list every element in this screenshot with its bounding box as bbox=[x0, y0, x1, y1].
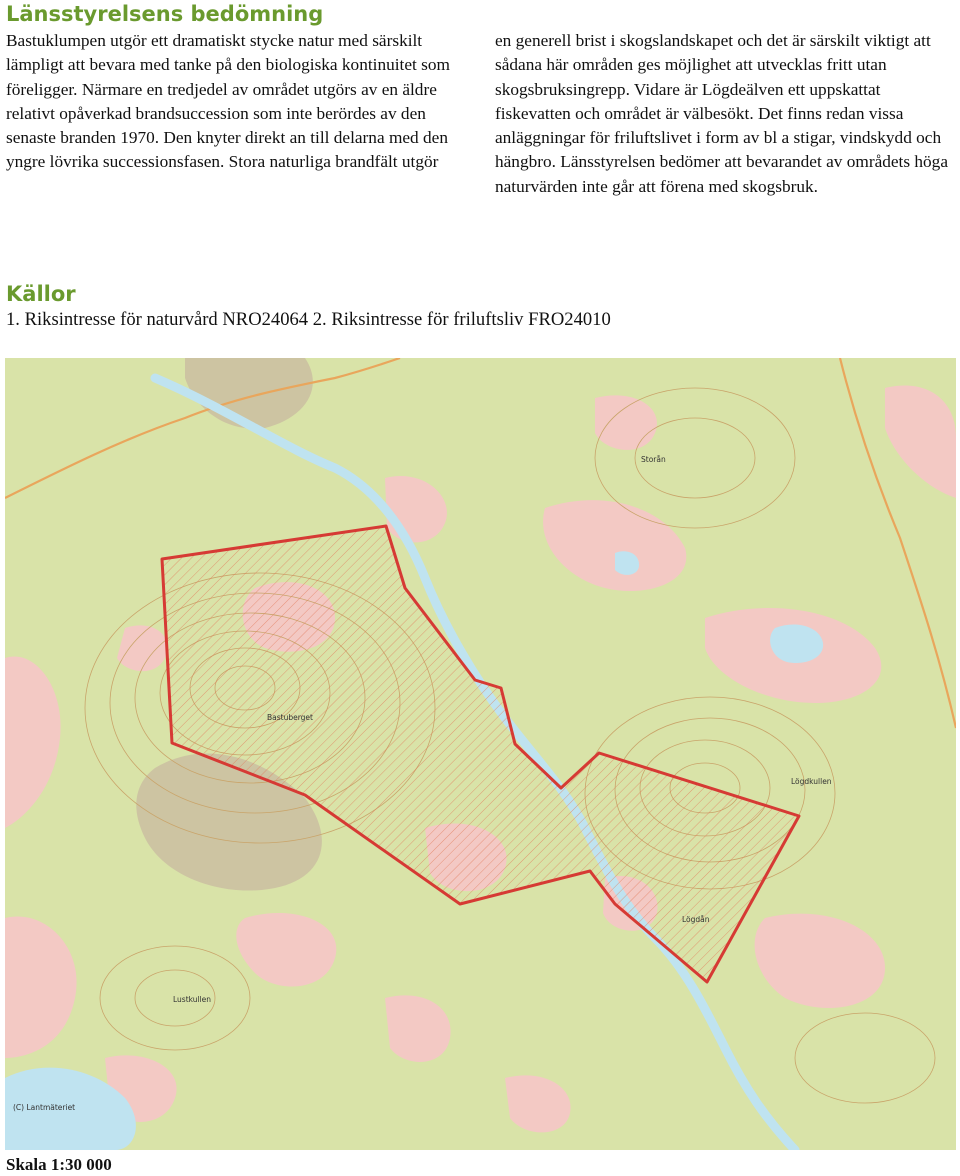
map-label-bastuberget: Bastuberget bbox=[267, 713, 313, 722]
map-label-logda: Lögdån bbox=[682, 915, 710, 924]
map-label-east-hill: Lögdkullen bbox=[791, 777, 832, 786]
map-image bbox=[5, 358, 956, 1150]
section-heading-sources: Källor bbox=[6, 282, 76, 306]
topographic-map bbox=[5, 358, 956, 1150]
map-scale-label: Skala 1:30 000 bbox=[6, 1155, 112, 1174]
sources-list: 1. Riksintresse för naturvård NRO24064 2. Riksintresse för friluftsliv FRO24010 bbox=[6, 309, 611, 330]
map-copyright-label: (C) Lantmäteriet bbox=[13, 1103, 76, 1112]
assessment-text-left-column: Bastuklumpen utgör ett dramatiskt stycke natur med särskilt lämpligt att bevara med tanke på den biologiska kontinuitet som föreligger. Närmare en tredjedel av området utgörs av en äldre relativt opåverkad brandsuccession som inte berördes av den senaste branden 1970. Den knyter direkt an till delarna med den yngre lövrika successionsfasen. Stora naturliga brandfält utgör bbox=[6, 31, 450, 172]
map-label-southwest: Lustkullen bbox=[173, 995, 212, 1004]
assessment-text-right-column: en generell brist i skogslandskapet och det är särskilt viktigt att sådana här områden ges möjlighet att utvecklas fritt utan skogsbruksingrepp. Vidare är Lögdeälven ett uppskattat fiskevatten och området är välbesökt. Det finns redan vissa anläggningar för friluftslivet i form av bl a stigar, vindskydd och hängbro. Länsstyrelsen bedömer att bevarandet av områdets höga naturvärden inte går att förena med skogsbruk. bbox=[495, 31, 948, 196]
map-label-northeast: Storån bbox=[641, 455, 666, 464]
section-heading-assessment: Länsstyrelsens bedömning bbox=[6, 2, 324, 26]
